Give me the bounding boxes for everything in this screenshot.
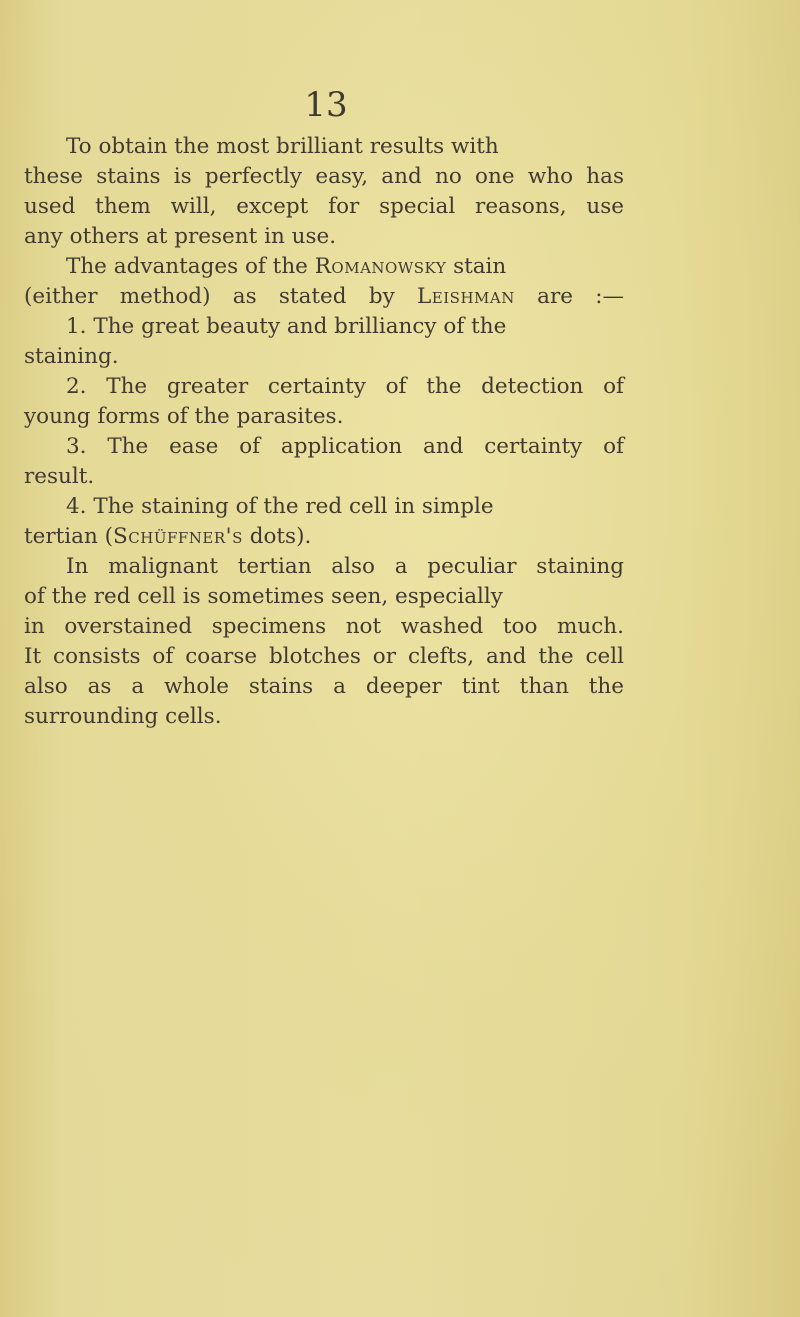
text-line: To obtain the most brilliant results with (66, 134, 499, 159)
text-line: 1. The great beauty and brilliancy of the (66, 314, 507, 339)
text-segment: stain (446, 254, 507, 279)
text-segment: tertian ( (24, 524, 114, 549)
text-line (24, 282, 624, 312)
small-caps-name: Leishman (417, 284, 515, 309)
text-line: 4. The staining of the red cell in simple (66, 494, 494, 519)
text-line: result. (24, 464, 95, 489)
text-line: In malignant tertian also a peculiar staining (66, 554, 624, 579)
body-text (24, 132, 624, 732)
text-line (24, 522, 624, 552)
page-number: 13 (304, 85, 348, 125)
text-line: young forms of the parasites. (24, 404, 344, 429)
text-line: surrounding cells. (24, 704, 222, 729)
text-line: staining. (24, 344, 119, 369)
text-line: these stains is perfectly easy, and no one who has (24, 164, 624, 189)
text-line: of the red cell is sometimes seen, especially (24, 584, 503, 609)
text-segment: are :— (514, 284, 625, 309)
text-line: It consists of coarse blotches or clefts, and the cell (24, 644, 624, 669)
small-caps-name: Schüffner's (113, 524, 243, 549)
text-line: 2. The greater certainty of the detection of (66, 374, 624, 399)
text-line: also as a whole stains a deeper tint than the (24, 674, 624, 699)
text-line (24, 252, 624, 282)
text-line: any others at present in use. (24, 224, 337, 249)
text-line: 3. The ease of application and certainty of (66, 434, 624, 459)
text-segment: (either method) as stated by (24, 284, 418, 309)
text-line: used them will, except for special reasons, use (24, 194, 624, 219)
small-caps-name: Romanowsky (314, 254, 447, 279)
text-segment: dots). (242, 524, 312, 549)
text-segment: The advantages of the (66, 254, 315, 279)
text-line: in overstained specimens not washed too much. (24, 614, 624, 639)
